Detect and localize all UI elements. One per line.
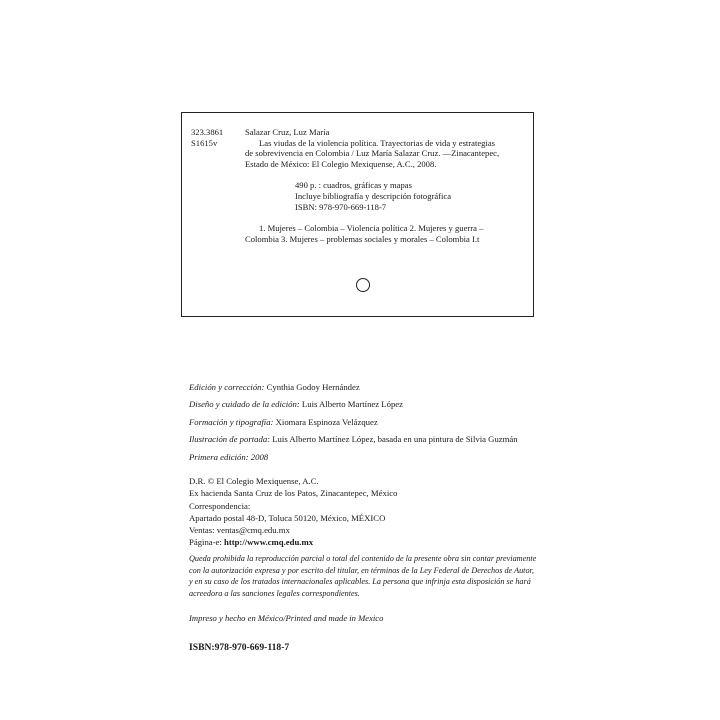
- call-number-line: 323.3861: [191, 127, 224, 137]
- catalog-subject-line: 1. Mujeres – Colombia – Violencia política 2. Mujeres y guerra –: [259, 223, 484, 234]
- call-number-line: S1615v: [191, 137, 218, 148]
- catalog-title-line: Las viudas de la violencia política. Trayectorias de vida y estrategias: [259, 137, 496, 148]
- isbn-bottom: ISBN:978-970-669-118-7: [189, 642, 290, 653]
- credit-row: [189, 379, 518, 396]
- notice-line: Queda prohibida la reproducción parcial o total del contenido de la presente obra sin contar previamente: [189, 554, 537, 563]
- credit-value: Cynthia Godoy Hernández: [266, 382, 360, 392]
- notice-line: con la autorización expresa y por escrito del titular, en términos de la Ley Federal de Derechos de Autor,: [189, 565, 534, 575]
- address-line: Ex hacienda Santa Cruz de los Patos, Zinacantepec, México: [189, 488, 398, 499]
- notice-line: acreedora a las sanciones legales correspondientes.: [189, 588, 360, 598]
- catalog-title-line: Estado de México: El Colegio Mexiquense, A.C., 2008.: [245, 158, 437, 169]
- catalog-physical-line: Incluye bibliografía y descripción fotográfica: [295, 190, 452, 201]
- credit-row: [189, 396, 518, 413]
- catalog-isbn: ISBN: 978-970-669-118-7: [295, 201, 387, 212]
- copyright-notice: [189, 553, 537, 599]
- catalog-title-line: de sobrevivencia en Colombia / Luz María Salazar Cruz. —Zinacantepec,: [245, 148, 500, 159]
- credit-value: Luis Alberto Martínez López: [301, 399, 404, 410]
- address-line: Apartado postal 48-D, Toluca 50120, México, MÉXICO: [189, 512, 386, 523]
- credit-row: [189, 414, 518, 431]
- address-line: Correspondencia:: [189, 500, 251, 511]
- catalog-entry: [245, 127, 527, 244]
- credit-row: [189, 431, 518, 448]
- credit-value: Luis Alberto Martínez López, basada en una pintura de Silvia Guzmán: [272, 433, 518, 444]
- credit-label: Ilustración de portada:: [189, 433, 271, 444]
- publisher-address: [189, 475, 397, 549]
- catalog-subject-line: Colombia 3. Mujeres – problemas sociales y morales – Colombia I.t: [245, 233, 480, 244]
- edition-line: Primera edición: 2008: [189, 452, 269, 462]
- credit-label: Formación y tipografía:: [189, 416, 274, 427]
- catalog-physical-line: 490 p. : cuadros, gráficas y mapas: [295, 180, 412, 191]
- printed-in-line: Impreso y hecho en México/Printed and made in Mexico: [189, 613, 384, 623]
- sales-email: Ventas: ventas@cmq.edu.mx: [189, 525, 290, 536]
- credit-label: Diseño y cuidado de la edición:: [189, 399, 300, 410]
- webpage-url: http://www.cmq.edu.mx: [223, 537, 314, 548]
- card-hole-circle: [356, 278, 370, 292]
- credit-label: Edición y corrección:: [189, 382, 265, 392]
- catalog-card: [181, 112, 534, 317]
- credits-list: [189, 379, 518, 448]
- notice-line: y en su caso de los tratados internacionales aplicables. La persona que infrinja esta disposición se hará: [189, 577, 531, 587]
- call-number: [191, 127, 223, 148]
- address-line: D.R. © El Colegio Mexiquense, A.C.: [189, 476, 319, 486]
- webpage-label: Página-e:: [189, 537, 224, 548]
- webpage-line: [189, 536, 397, 548]
- credit-value: Xiomara Espinoza Velázquez: [275, 416, 378, 427]
- catalog-author: Salazar Cruz, Luz María: [245, 127, 330, 137]
